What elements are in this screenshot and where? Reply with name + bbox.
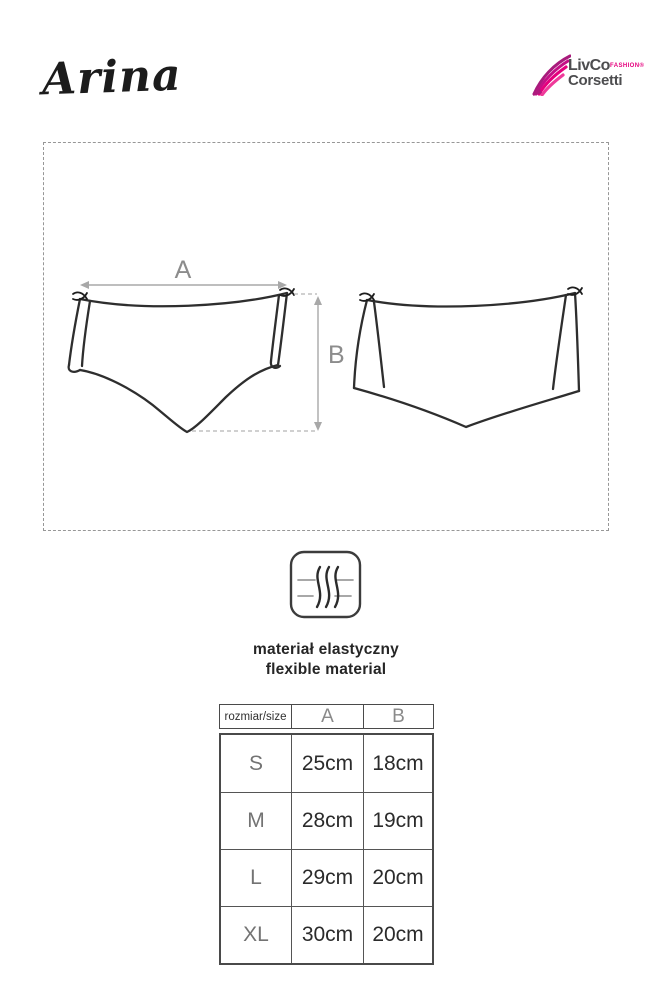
brand-name-corsetti: Corsetti — [568, 72, 623, 89]
brand-name-fashion: FASHION® — [610, 63, 645, 69]
product-title: Arina — [41, 49, 183, 106]
brand-logo — [531, 50, 646, 98]
dimension-a — [80, 256, 287, 289]
table-cell-b: 19cm — [363, 792, 432, 849]
header-dim-a: A — [291, 705, 363, 728]
flexible-material-icon — [289, 550, 362, 619]
size-table — [219, 733, 434, 965]
table-cell-size: L — [221, 849, 291, 906]
bow-icon — [73, 287, 582, 301]
dim-b-label: B — [328, 341, 345, 369]
table-cell-size: XL — [221, 906, 291, 963]
garment-diagram — [43, 142, 609, 531]
front-view-drawing — [69, 293, 287, 432]
table-cell-b: 20cm — [363, 849, 432, 906]
table-cell-a: 30cm — [291, 906, 363, 963]
table-cell-a: 29cm — [291, 849, 363, 906]
table-cell-size: S — [248, 751, 263, 775]
brand-name-livco: LivCo — [568, 57, 610, 74]
header-size-label: rozmiar/size — [224, 710, 287, 723]
size-table-header — [219, 704, 434, 729]
table-cell-a: 28cm — [291, 792, 363, 849]
table-cell-b: 18cm — [363, 735, 432, 792]
material-note-en: flexible material — [265, 661, 387, 678]
header-dim-b: B — [363, 705, 433, 728]
dim-a-label: A — [174, 256, 192, 284]
table-cell-a: 25cm — [291, 735, 363, 792]
dimension-b — [192, 294, 345, 431]
wing-icon — [531, 52, 571, 96]
table-cell-b: 20cm — [363, 906, 432, 963]
material-note — [176, 640, 476, 680]
table-cell-size: M — [221, 792, 291, 849]
back-view-drawing — [354, 293, 579, 427]
material-note-pl: materiał elastyczny — [253, 641, 399, 658]
